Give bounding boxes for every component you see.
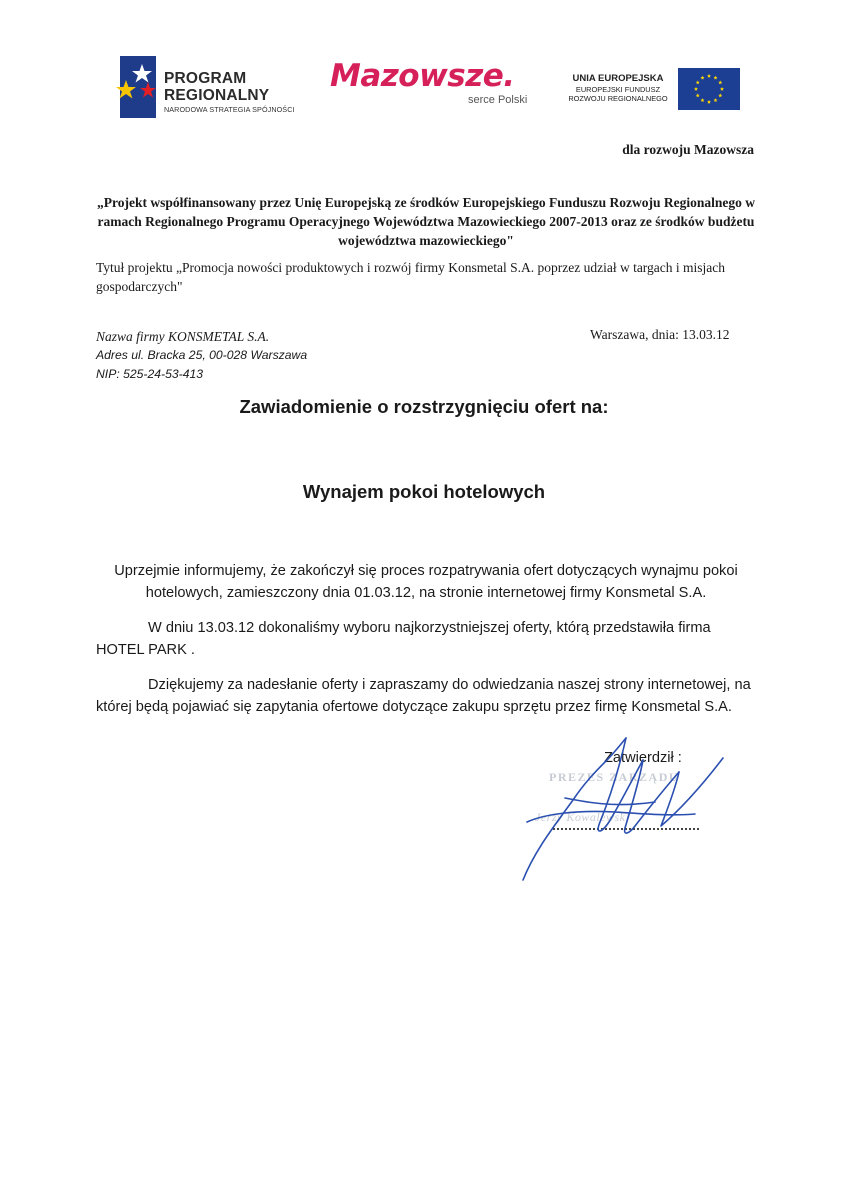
unia-europejska-logo <box>560 66 744 114</box>
unia-line3: ROZWOJU REGIONALNEGO <box>568 94 668 103</box>
company-address: Adres ul. Bracka 25, 00-028 Warszawa <box>96 348 308 362</box>
document-subject: Wynajem pokoi hotelowych <box>302 481 546 502</box>
company-nip: NIP: 525-24-53-413 <box>96 367 204 381</box>
header-tagline: dla rozwoju Mazowsza <box>622 142 754 157</box>
program-regionalny-line3: NARODOWA STRATEGIA SPÓJNOŚCI <box>164 105 295 114</box>
paragraph-3: Dziękujemy za nadesłanie oferty i zapraszamy do odwiedzania naszej strony internetowej, na której będą pojawiać się zapytania ofertowe dotyczące zakupu sprzętu przez firmę Konsmetal S.A. <box>96 677 751 715</box>
program-regionalny-emblem-icon <box>112 56 160 118</box>
mazowsze-tagline: serce Polski <box>468 94 528 106</box>
mazowsze-wordmark: Mazowsze. <box>330 58 515 94</box>
project-statement: „Projekt współfinansowany przez Unię Europejską ze środków Europejskiego Funduszu Rozwoju Regionalnego w ramach Regionalnego Programu Operacyjnego Województwa Mazowieckiego 2007-2013 oraz ze środków budżetu województwa mazowieckiego" <box>97 195 755 248</box>
document-heading: Zawiadomienie o rozstrzygnięciu ofert na: <box>239 396 609 417</box>
stamp-title: PREZES ZARZĄDU <box>549 770 680 784</box>
paragraph-1: Uprzejmie informujemy, że zakończył się proces rozpatrywania ofert dotyczących wynajmu pokoi hotelowych, zamieszczony dnia 01.03.12, na stronie internetowej firmy Konsmetal S.A. <box>114 563 738 601</box>
company-block <box>96 327 307 384</box>
unia-line2: EUROPEJSKI FUNDUSZ <box>575 85 661 94</box>
approval-label: Zatwierdził : <box>604 750 682 766</box>
paragraph-2: W dniu 13.03.12 dokonaliśmy wyboru najkorzystniejszej oferty, którą przedstawiła firma HOTEL PARK . <box>96 620 711 658</box>
program-regionalny-line2: REGIONALNY <box>164 87 270 104</box>
project-title: Tytuł projektu „Promocja nowości produktowych i rozwój firmy Konsmetal S.A. poprzez udział w targach i misjach gospodarczych" <box>96 260 726 294</box>
program-regionalny-logo <box>112 56 312 122</box>
stamp-name: Jerzy Kowalewski <box>535 810 630 824</box>
unia-line1: UNIA EUROPEJSKA <box>572 73 664 84</box>
company-name: Nazwa firmy KONSMETAL S.A. <box>96 329 270 344</box>
program-regionalny-line1: PROGRAM <box>164 70 247 87</box>
handwritten-signature-icon <box>505 730 735 890</box>
place-date: Warszawa, dnia: 13.03.12 <box>590 327 730 342</box>
eu-flag-icon <box>678 68 740 110</box>
mazowsze-logo <box>330 58 540 114</box>
